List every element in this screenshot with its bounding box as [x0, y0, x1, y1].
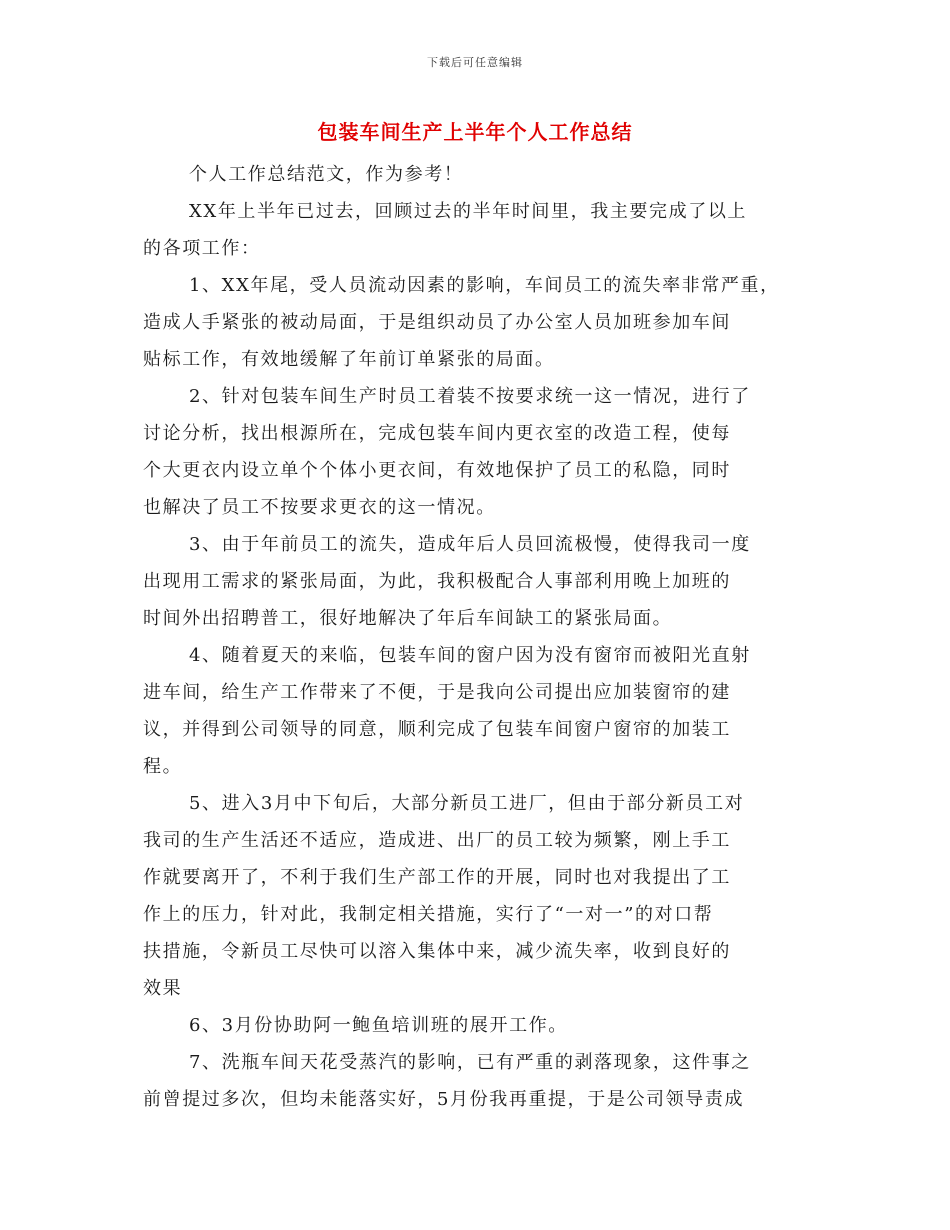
text-line: 出现用工需求的紧张局面，为此，我积极配合人事部利用晚上加班的 [143, 571, 731, 592]
text-line: 的各项工作： [143, 238, 261, 259]
text-line: 作上的压力，针对此，我制定相关措施，实行了“一对一”的对口帮 [143, 904, 714, 925]
text-line: 6、3月份协助阿一鲍鱼培训班的展开工作。 [189, 1015, 568, 1036]
text-line: 我司的生产生活还不适应，造成进、出厂的员工较为频繁，刚上手工 [143, 830, 731, 851]
text-line: 贴标工作，有效地缓解了年前订单紧张的局面。 [143, 349, 555, 370]
text-line: 议，并得到公司领导的同意，顺利完成了包装车间窗户窗帘的加装工 [143, 719, 731, 740]
text-line: XX年上半年已过去，回顾过去的半年时间里，我主要完成了以上 [189, 201, 748, 222]
text-line: 进车间，给生产工作带来了不便，于是我向公司提出应加装窗帘的建 [143, 682, 731, 703]
text-line: 程。 [143, 756, 183, 777]
document-body [143, 156, 823, 1118]
text-line: 2、针对包装车间生产时员工着装不按要求统一这一情况，进行了 [189, 386, 751, 407]
text-line: 扶措施，令新员工尽快可以溶入集体中来，减少流失率，收到良好的 [143, 941, 731, 962]
text-line: 讨论分析，找出根源所在，完成包装车间内更衣室的改造工程，使每 [143, 423, 731, 444]
text-line: 前曾提过多次，但均未能落实好，5月份我再重提，于是公司领导责成 [143, 1089, 745, 1110]
text-line: 5、进入3月中下旬后，大部分新员工进厂，但由于部分新员工对 [189, 793, 745, 814]
text-line: 效果 [143, 978, 183, 999]
text-line: 个大更衣内设立单个个体小更衣间，有效地保护了员工的私隐，同时 [143, 460, 731, 481]
text-line: 个人工作总结范文，作为参考！ [189, 164, 464, 185]
text-line: 也解决了员工不按要求更衣的这一情况。 [143, 497, 496, 518]
document-title: 包装车间生产上半年个人工作总结 [317, 120, 633, 144]
text-line: 作就要离开了，不利于我们生产部工作的开展，同时也对我提出了工 [143, 867, 731, 888]
text-line: 7、洗瓶车间天花受蒸汽的影响，已有严重的剥落现象，这件事之 [189, 1052, 751, 1073]
text-line: 造成人手紧张的被动局面，于是组织动员了办公室人员加班参加车间 [143, 312, 731, 333]
text-line: 时间外出招聘普工，很好地解决了年后车间缺工的紧张局面。 [143, 608, 673, 629]
header-note: 下载后可任意编辑 [427, 56, 523, 69]
text-line: 4、随着夏天的来临，包装车间的窗户因为没有窗帘而被阳光直射 [189, 645, 751, 666]
text-line: 1、XX年尾，受人员流动因素的影响，车间员工的流失率非常严重， [189, 275, 780, 296]
text-line: 3、由于年前员工的流失，造成年后人员回流极慢，使得我司一度 [189, 534, 751, 555]
